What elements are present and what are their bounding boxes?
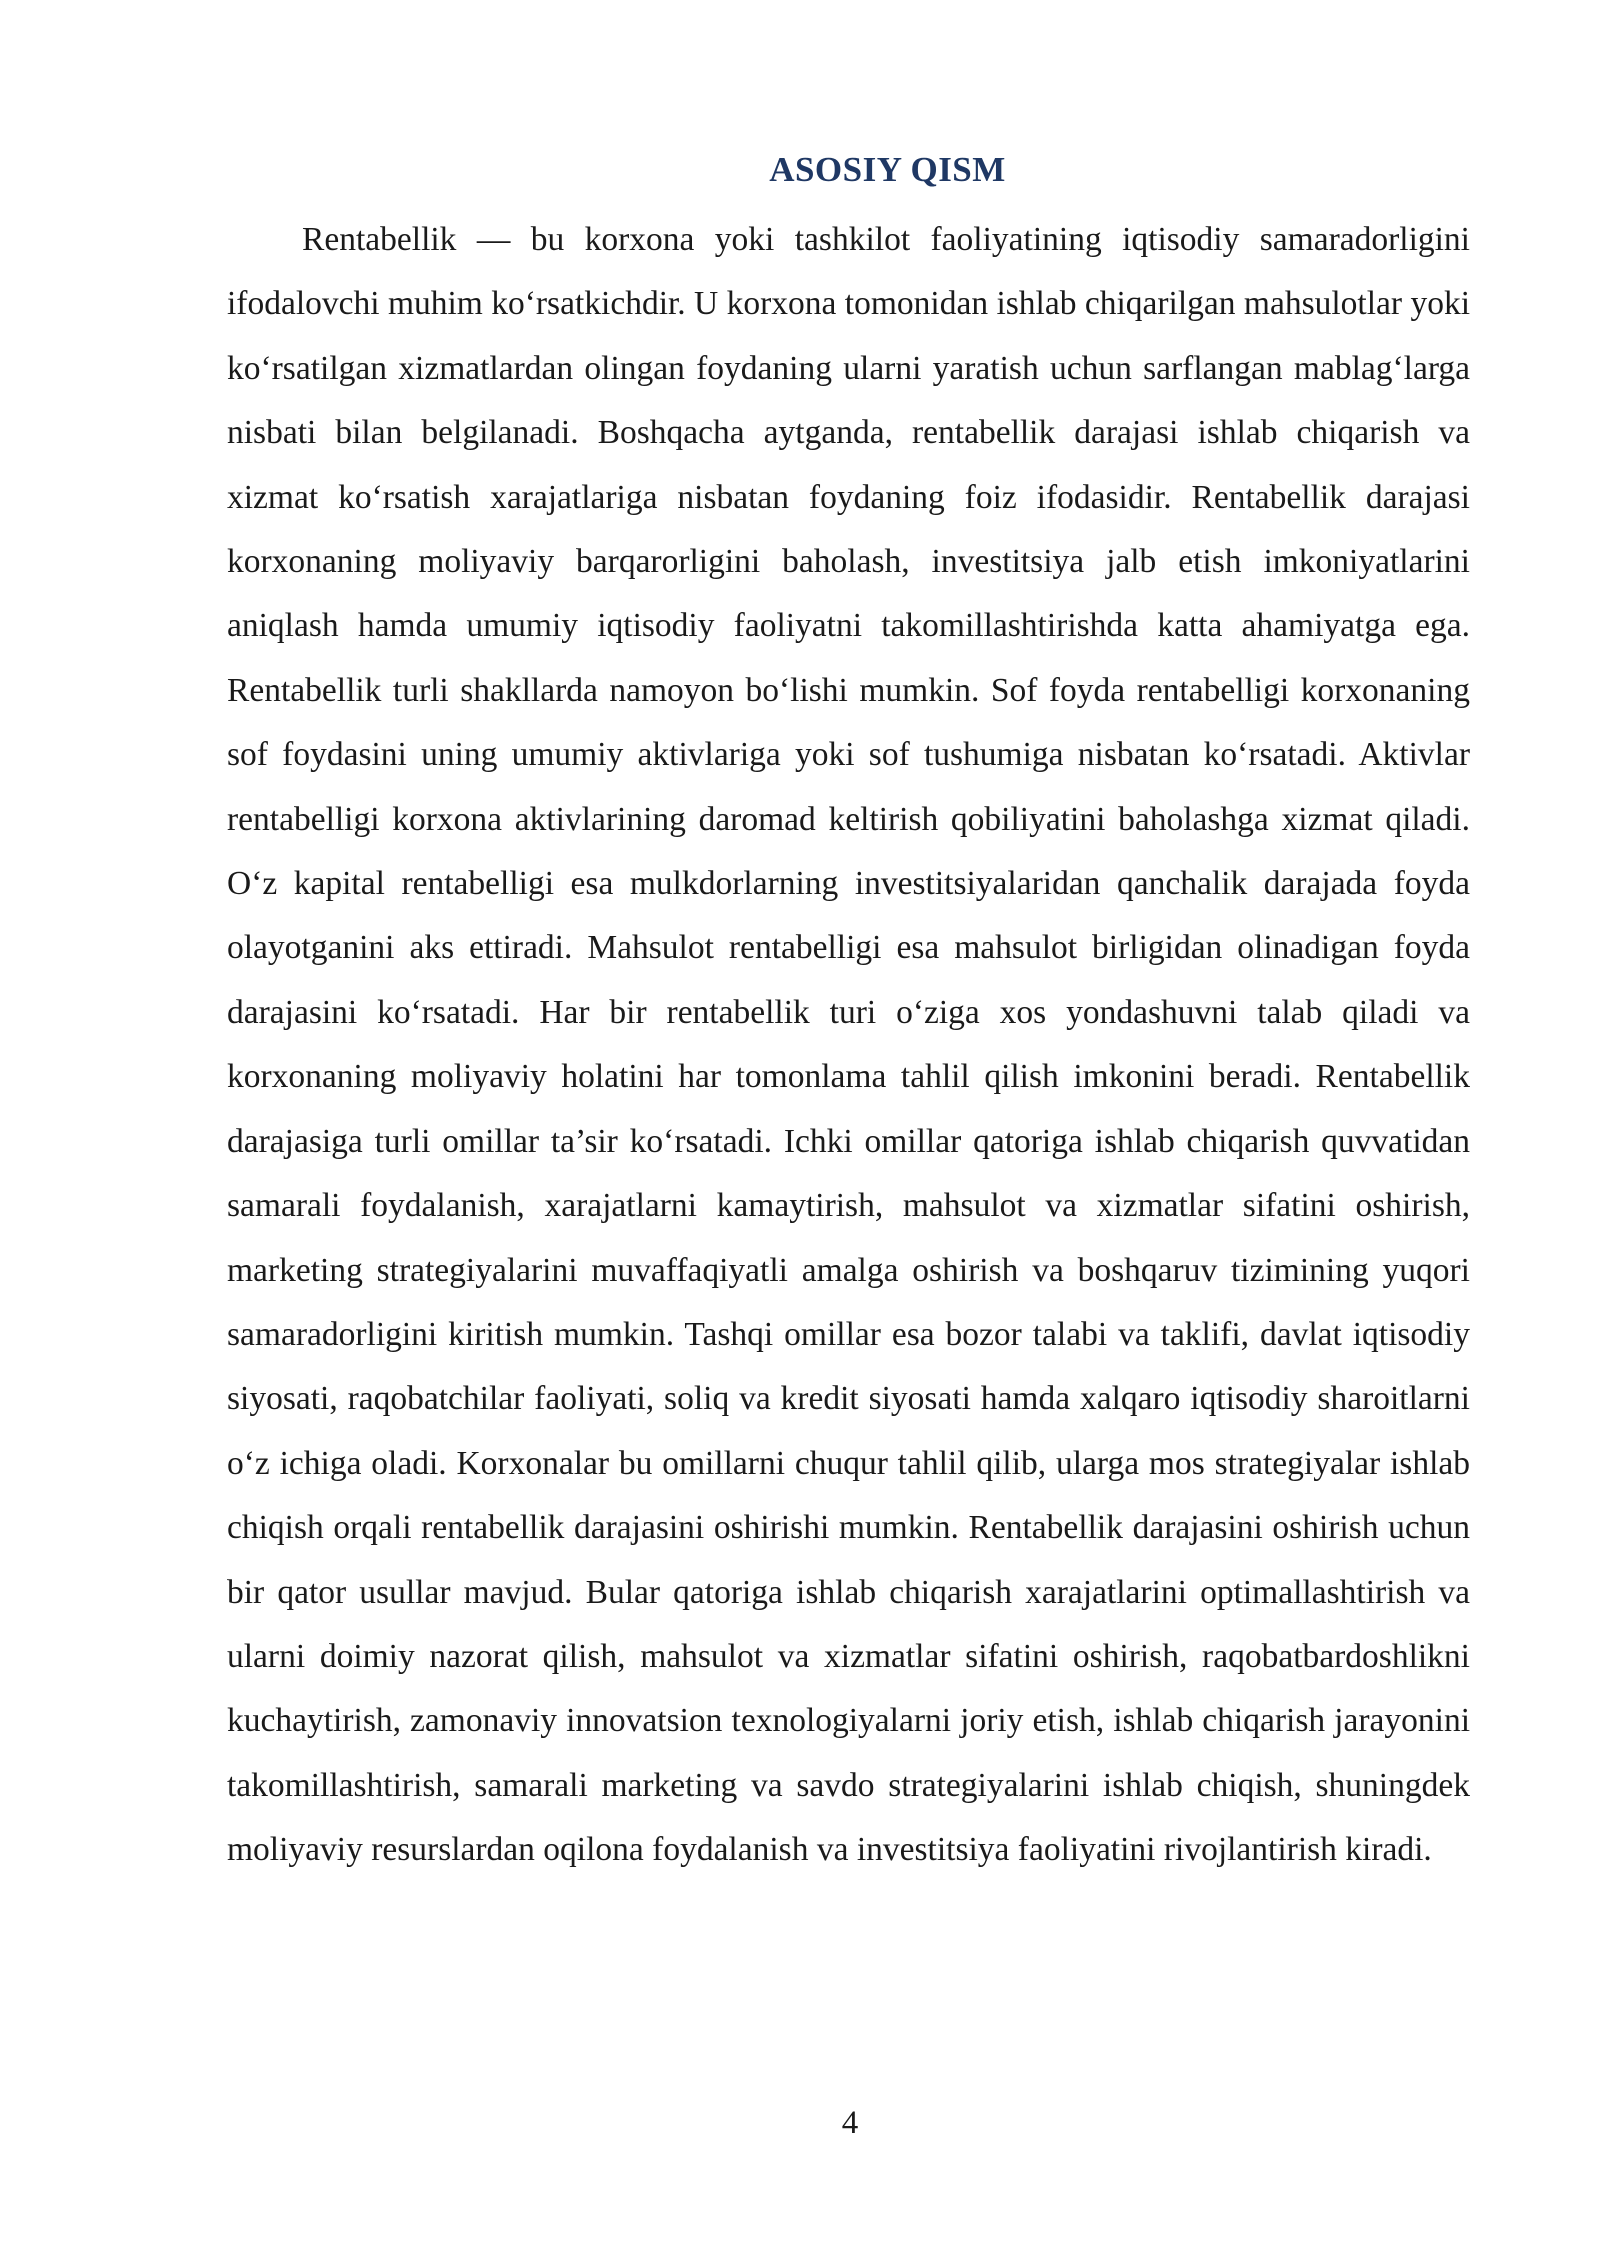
page-number: 4 xyxy=(841,2105,859,2141)
section-heading: ASOSIY QISM xyxy=(769,150,1006,189)
body-paragraph: Rentabellik — bu korxona yoki tashkilot faoliyatining iqtisodiy samaradorligini ifodalovchi muhim ko‘rsatkichdir. U korxona tomonidan ishlab chiqarilgan mahsulotlar yoki ko‘rsatilgan xizmatlardan olingan foydaning ularni yaratish uchun sarflangan mablag‘larga nisbati bilan belgilanadi. Boshqacha aytganda, rentabellik darajasi ishlab chiqarish va xizmat ko‘rsatish xarajatlariga nisbatan foydaning foiz ifodasidir. Rentabellik darajasi korxonaning moliyaviy barqarorligini baholash, investitsiya jalb etish imkoniyatlarini aniqlash hamda umumiy iqtisodiy faoliyatni takomillashtirishda katta ahamiyatga ega. Rentabellik turli shakllarda namoyon bo‘lishi mumkin. Sof foyda rentabelligi korxonaning sof foydasini uning umumiy aktivlariga yoki sof tushumiga nisbatan ko‘rsatadi. Aktivlar rentabelligi korxona aktivlarining daromad keltirish qobiliyatini baholashga xizmat qiladi. O‘z kapital rentabelligi esa mulkdorlarning investitsiyalaridan qanchalik darajada foyda olayotganini aks ettiradi. Mahsulot rentabelligi esa mahsulot birligidan olinadigan foyda darajasini ko‘rsatadi. Har bir rentabellik turi o‘ziga xos yondashuvni talab qiladi va korxonaning moliyaviy holatini har tomonlama tahlil qilish imkonini beradi. Rentabellik darajasiga turli omillar ta’sir ko‘rsatadi. Ichki omillar qatoriga ishlab chiqarish quvvatidan samarali foydalanish, xarajatlarni kamaytirish, mahsulot va xizmatlar sifatini oshirish, marketing strategiyalarini muvaffaqiyatli amalga oshirish va boshqaruv tizimining yuqori samaradorligini kiritish mumkin. Tashqi omillar esa bozor talabi va taklifi, davlat iqtisodiy siyosati, raqobatchilar faoliyati, soliq va kredit siyosati hamda xalqaro iqtisodiy sharoitlarni o‘z ichiga oladi. Korxonalar bu omillarni chuqur tahlil qilib, ularga mos strategiyalar ishlab chiqish orqali rentabellik darajasini oshirishi mumkin. Rentabellik darajasini oshirish uchun bir qator usullar mavjud. Bular qatoriga ishlab chiqarish xarajatlarini optimallashtirish va ularni doimiy nazorat qilish, mahsulot va xizmatlar sifatini oshirish, raqobatbardoshlikni kuchaytirish, zamonaviy innovatsion texnologiyalarni joriy etish, ishlab chiqarish jarayonini takomillashtirish, samarali marketing va savdo strategiyalarini ishlab chiqish, shuningdek moliyaviy resurslardan oqilona foydalanish va investitsiya faoliyatini rivojlantirish kiradi. xyxy=(227,221,1470,1869)
